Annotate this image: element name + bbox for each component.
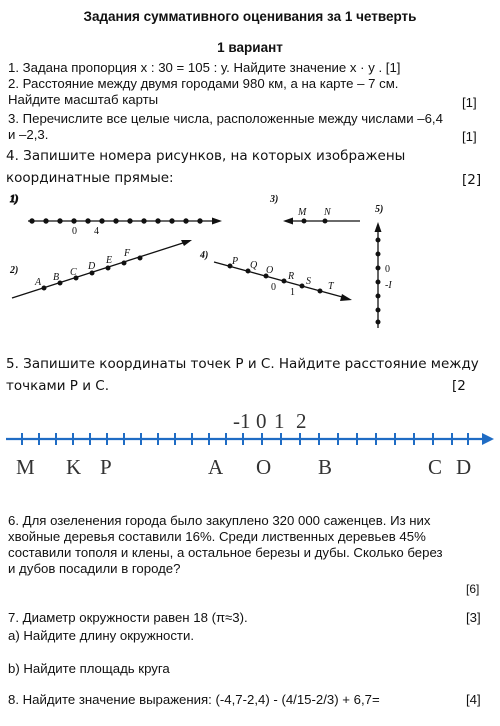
task-2-line-2: Найдите масштаб карты	[8, 92, 159, 107]
nl-label-c: C	[428, 455, 443, 479]
task-5-line-2: точками Р и С.	[6, 378, 109, 394]
task-6-line-1: 6. Для озеленения города было закуплено 320 000 саженцев. Из них	[8, 513, 431, 528]
fig-1-label-0: 0	[72, 226, 77, 237]
task-6-line-3: составили тополя и клены, а остальное березы и дубы. Сколько берез	[8, 545, 443, 560]
fig-4-label-q: Q	[250, 260, 258, 271]
task-4-line-1: 4. Запишите номера рисунков, на которых изображены	[6, 148, 406, 164]
fig-1-label-4: 4	[94, 226, 99, 237]
fig-4-label-t: T	[328, 281, 334, 292]
task-3-points: [1]	[462, 129, 477, 144]
task-7-line-1: 7. Диаметр окружности равен 18 (π≈3).	[8, 610, 248, 625]
nl-top-2: 2	[296, 409, 307, 433]
task-5-line-1: 5. Запишите координаты точек Р и С. Найдите расстояние между	[6, 356, 479, 372]
fig-4-label-0: 0	[271, 282, 276, 293]
fig-2-number: 2)	[10, 265, 19, 276]
nl-label-b: B	[318, 455, 333, 479]
fig-4-label-o: O	[266, 265, 274, 276]
fig-5-label-0: 0	[385, 264, 390, 275]
fig-5-label-minus-1: -I	[385, 280, 392, 291]
task-7-b: b) Найдите площадь круга	[8, 661, 170, 676]
fig-3-number: 3)	[270, 194, 279, 205]
task-6-points: [6]	[466, 582, 480, 596]
task-3-line-2: и –2,3.	[8, 127, 49, 142]
task-2-line-1: 2. Расстояние между двумя городами 980 км, а на карте – 7 см.	[8, 76, 399, 91]
nl-label-a: A	[208, 455, 224, 479]
task-4-line-2: координатные прямые:	[6, 170, 174, 186]
task-5-points: [2	[452, 378, 466, 394]
nl-top-1: 1	[274, 409, 285, 433]
fig-2-label-b: B	[53, 272, 60, 283]
fig-2-label-d: D	[88, 261, 96, 272]
nl-label-o: O	[256, 455, 272, 479]
fig-2-label-f: F	[124, 248, 131, 259]
fig-3-label-m: M	[298, 207, 307, 218]
fig-4-label-s: S	[306, 276, 311, 287]
fig-4-number: 4)	[200, 250, 209, 261]
task-2-points: [1]	[462, 95, 477, 110]
number-line	[0, 404, 500, 484]
nl-label-m: M	[16, 455, 35, 479]
fig-5-number: 5)	[375, 204, 384, 215]
nl-label-p: P	[100, 455, 112, 479]
page-title: Задания суммативного оценивания за 1 четверть	[83, 9, 417, 24]
fig-2-label-e: E	[106, 255, 113, 266]
task-8-points: [4]	[466, 692, 481, 707]
task-7-points: [3]	[466, 610, 481, 625]
task-8-text: 8. Найдите значение выражения: (-4,7-2,4) - (4/15-2/3) + 6,7=	[8, 692, 380, 707]
fig-4-label-1: 1	[290, 287, 295, 298]
fig-3-label-n: N	[324, 207, 331, 218]
nl-label-k: K	[66, 455, 82, 479]
task-1-text: 1. Задана пропорция х : 30 = 105 : у. Найдите значение х · у . [1]	[8, 60, 401, 75]
variant-title: 1 вариант	[217, 40, 283, 55]
task-4-points: [2]	[462, 172, 482, 188]
task-4-figures	[0, 188, 500, 340]
task-6-line-4: и дубов посадили в городе?	[8, 561, 181, 576]
nl-top-0: 0	[256, 409, 267, 433]
task-7-a: a) Найдите длину окружности.	[8, 628, 194, 643]
fig-1-number: 1)	[10, 194, 19, 205]
nl-label-d: D	[456, 455, 472, 479]
task-6-line-2: хвойные деревья составили 16%. Среди лиственных деревьев 45%	[8, 529, 426, 544]
fig-4-label-p: P	[232, 256, 239, 267]
fig-2-label-c: C	[70, 267, 77, 278]
task-3-line-1: 3. Перечислите все целые числа, расположенные между числами –6,4	[8, 111, 443, 126]
fig-4-label-r: R	[288, 271, 295, 282]
nl-top-minus-1: -1	[233, 409, 251, 433]
fig-2-label-a: A	[35, 277, 42, 288]
